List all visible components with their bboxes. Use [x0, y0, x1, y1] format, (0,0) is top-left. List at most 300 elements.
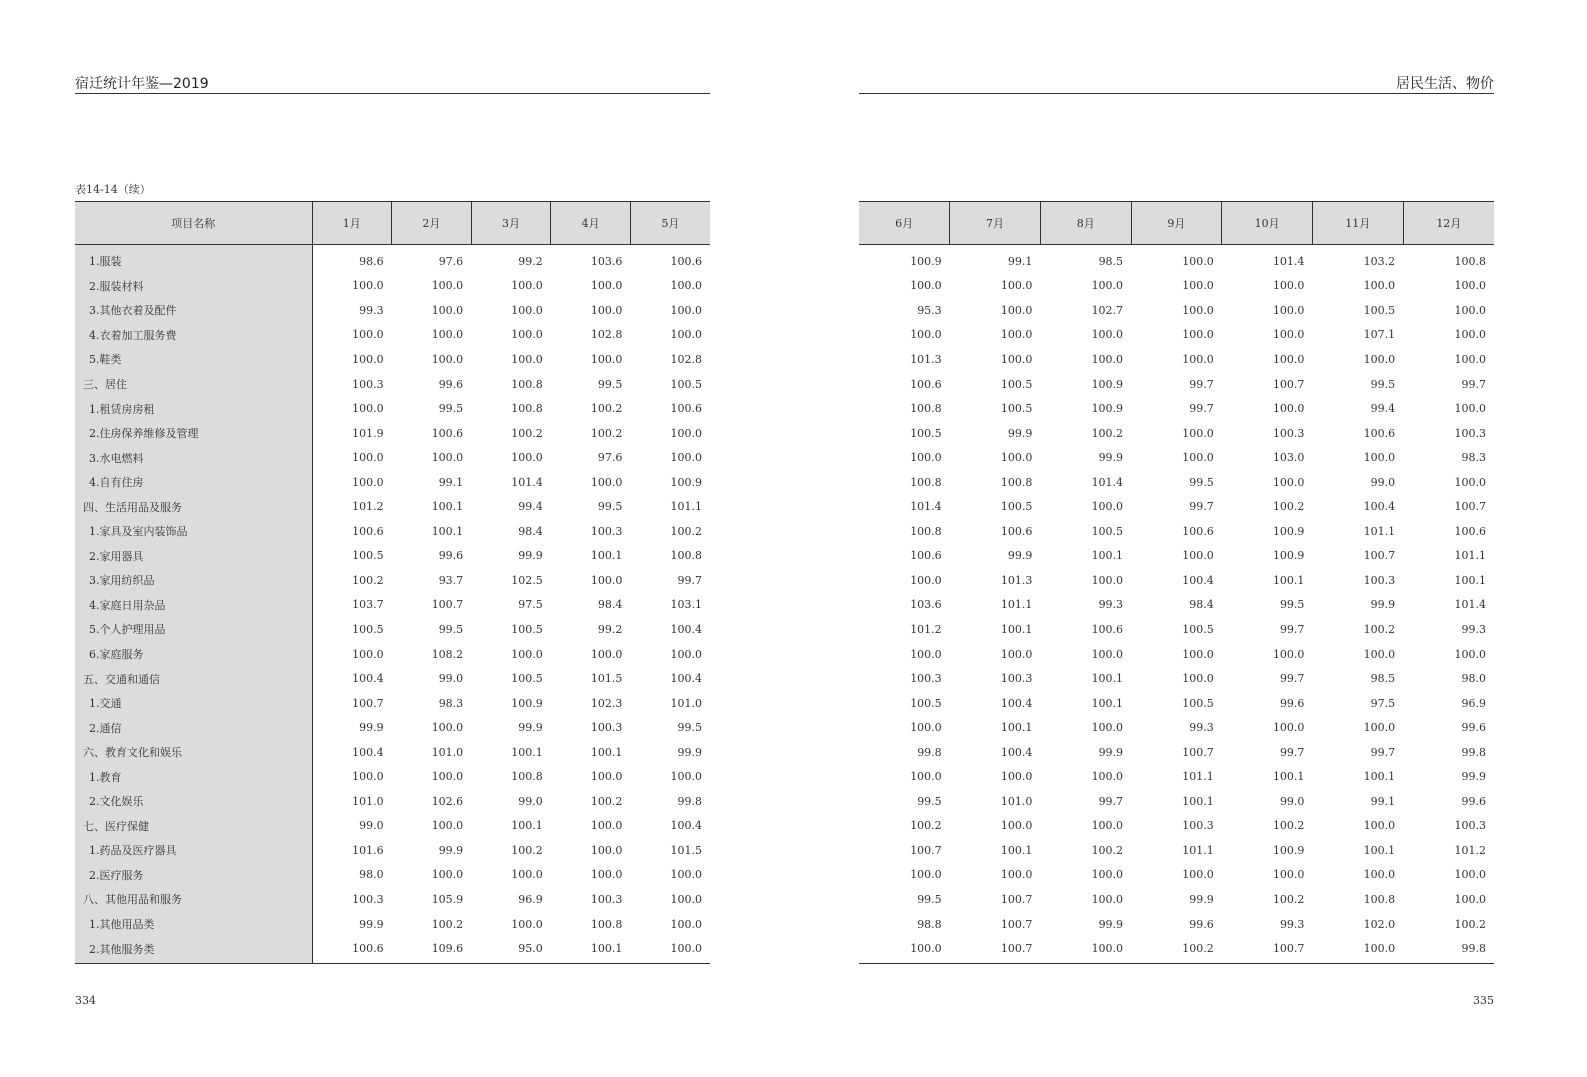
value-cell: 100.3	[1454, 819, 1486, 833]
value-cell: 98.5	[1370, 672, 1396, 686]
table-row	[859, 887, 1494, 912]
value-cell: 100.0	[1363, 819, 1396, 833]
value-cell: 100.2	[1272, 892, 1305, 906]
value-cell: 99.7	[1279, 672, 1305, 686]
value-cell: 99.7	[1098, 794, 1124, 808]
value-cell: 107.1	[1363, 328, 1396, 342]
table-row	[859, 764, 1494, 789]
value-cell: 100.1	[590, 745, 623, 759]
value-cell: 100.1	[1000, 622, 1033, 636]
value-cell: 102.3	[590, 696, 623, 710]
value-cell: 100.9	[1272, 843, 1305, 857]
value-cell: 100.0	[670, 868, 702, 882]
value-cell: 100.8	[590, 917, 623, 931]
value-cell: 100.0	[511, 647, 543, 661]
value-cell: 99.3	[1279, 917, 1305, 931]
value-cell: 100.0	[590, 475, 623, 489]
value-cell: 99.5	[438, 622, 464, 636]
table-row	[859, 715, 1494, 740]
value-cell: 99.3	[1098, 598, 1124, 612]
value-cell: 100.0	[511, 352, 543, 366]
value-cell: 98.3	[1461, 451, 1486, 465]
running-header-right: 居民生活、物价	[1396, 76, 1494, 92]
value-cell: 99.0	[518, 794, 543, 808]
value-cell: 100.0	[1182, 868, 1214, 882]
value-cell: 100.5	[511, 672, 543, 686]
value-cell: 98.0	[359, 868, 384, 882]
value-cell: 101.4	[1454, 598, 1486, 612]
value-cell: 100.0	[511, 303, 543, 317]
value-cell: 100.8	[511, 402, 543, 416]
value-cell: 99.7	[1189, 500, 1214, 514]
value-cell: 100.0	[1091, 770, 1124, 784]
value-cell: 99.5	[438, 402, 464, 416]
value-cell: 100.7	[1454, 500, 1486, 514]
value-cell: 99.6	[1279, 696, 1305, 710]
value-cell: 100.4	[352, 672, 384, 686]
value-cell: 100.0	[1182, 279, 1214, 293]
value-cell: 100.0	[670, 770, 702, 784]
value-cell: 99.9	[1189, 892, 1214, 906]
table-row	[75, 642, 710, 667]
value-cell: 99.7	[1370, 745, 1396, 759]
value-cell: 100.6	[1000, 524, 1033, 538]
header-month: 2月	[392, 202, 472, 245]
table-row	[75, 666, 710, 691]
value-cell: 100.1	[1000, 843, 1033, 857]
row-item-name: 4.衣着加工服务费	[75, 323, 312, 348]
value-cell: 102.7	[1091, 303, 1124, 317]
value-cell: 100.5	[511, 622, 543, 636]
row-item-name: 5.鞋类	[75, 347, 312, 372]
value-cell: 100.8	[910, 475, 942, 489]
value-cell: 100.4	[670, 622, 702, 636]
value-cell: 100.4	[1182, 573, 1214, 587]
value-cell: 100.0	[1454, 303, 1486, 317]
value-cell: 100.0	[1040, 936, 1131, 963]
value-cell: 100.0	[910, 647, 942, 661]
value-cell: 101.2	[910, 622, 942, 636]
table-header-row-left	[75, 202, 710, 245]
table-row	[859, 323, 1494, 348]
value-cell: 102.8	[590, 328, 623, 342]
value-cell: 100.0	[1091, 647, 1124, 661]
value-cell: 100.0	[1454, 647, 1486, 661]
value-cell: 99.5	[1279, 598, 1305, 612]
value-cell: 100.5	[1091, 524, 1124, 538]
table-row	[859, 912, 1494, 937]
table-row	[859, 936, 1494, 963]
header-month: 8月	[1040, 202, 1131, 245]
value-cell: 100.3	[590, 892, 623, 906]
value-cell: 99.5	[677, 721, 702, 735]
row-item-name: 3.水电燃料	[75, 445, 312, 470]
table-row	[75, 838, 710, 863]
table-row	[859, 666, 1494, 691]
value-cell: 100.0	[1454, 892, 1486, 906]
row-item-name: 2.医疗服务	[75, 863, 312, 888]
row-item-name: 四、生活用品及服务	[75, 494, 312, 519]
value-cell: 108.2	[431, 647, 464, 661]
row-item-name: 八、其他用品和服务	[75, 887, 312, 912]
table-row	[859, 789, 1494, 814]
value-cell: 103.2	[1363, 254, 1396, 268]
value-cell: 100.6	[431, 426, 464, 440]
value-cell: 99.4	[1370, 402, 1396, 416]
table-row	[859, 421, 1494, 446]
value-cell: 93.7	[438, 573, 464, 587]
row-item-name: 2.家用器具	[75, 544, 312, 569]
table-row	[75, 814, 710, 839]
value-cell: 100.0	[1454, 352, 1486, 366]
value-cell: 100.0	[590, 647, 623, 661]
value-cell: 100.3	[1454, 426, 1486, 440]
value-cell: 100.7	[431, 598, 464, 612]
value-cell: 100.5	[352, 549, 384, 563]
value-cell: 100.0	[352, 451, 384, 465]
table-row	[859, 494, 1494, 519]
value-cell: 100.0	[1091, 328, 1124, 342]
value-cell: 100.0	[1363, 451, 1396, 465]
value-cell: 100.0	[431, 770, 464, 784]
value-cell: 103.1	[670, 598, 702, 612]
table-row	[859, 593, 1494, 618]
table-row	[75, 544, 710, 569]
value-cell: 100.5	[1000, 402, 1033, 416]
value-cell: 99.9	[1007, 549, 1033, 563]
value-cell: 99.6	[1461, 794, 1486, 808]
value-cell: 99.1	[438, 475, 464, 489]
value-cell: 100.0	[670, 426, 702, 440]
value-cell: 100.0	[1182, 647, 1214, 661]
value-cell: 100.0	[511, 917, 543, 931]
value-cell: 100.0	[1363, 279, 1396, 293]
value-cell: 100.0	[1272, 868, 1305, 882]
row-item-name: 1.家具及室内装饰品	[75, 519, 312, 544]
value-cell: 102.8	[670, 352, 702, 366]
value-cell: 96.9	[1461, 696, 1486, 710]
value-cell: 100.0	[1272, 647, 1305, 661]
value-cell: 100.0	[352, 328, 384, 342]
value-cell: 103.6	[590, 254, 623, 268]
value-cell: 100.0	[511, 279, 543, 293]
value-cell: 100.0	[1000, 279, 1033, 293]
value-cell: 100.0	[1272, 475, 1305, 489]
header-month: 12月	[1403, 202, 1494, 245]
value-cell: 98.0	[1461, 672, 1486, 686]
value-cell: 100.4	[1000, 696, 1033, 710]
value-cell: 100.5	[1000, 377, 1033, 391]
table-row	[859, 396, 1494, 421]
row-item-name: 2.通信	[75, 715, 312, 740]
value-cell: 100.0	[1182, 352, 1214, 366]
table-row	[75, 936, 710, 963]
page-number-right: 335	[1473, 994, 1494, 1007]
table-row	[859, 298, 1494, 323]
value-cell: 100.0	[910, 721, 942, 735]
table-row	[75, 445, 710, 470]
value-cell: 100.0	[1000, 303, 1033, 317]
value-cell: 100.2	[590, 794, 623, 808]
value-cell: 100.6	[670, 254, 702, 268]
value-cell: 99.7	[1279, 622, 1305, 636]
value-cell: 100.0	[1272, 352, 1305, 366]
header-month: 11月	[1312, 202, 1403, 245]
value-cell: 99.3	[1189, 721, 1214, 735]
value-cell: 101.5	[670, 843, 702, 857]
value-cell: 100.0	[431, 819, 464, 833]
value-cell: 100.6	[1091, 622, 1124, 636]
value-cell: 99.2	[518, 254, 543, 268]
value-cell: 100.1	[1000, 721, 1033, 735]
value-cell: 101.0	[1000, 794, 1033, 808]
value-cell: 100.0	[1091, 573, 1124, 587]
value-cell: 100.0	[1091, 819, 1124, 833]
value-cell: 100.8	[1363, 892, 1396, 906]
value-cell: 100.6	[910, 377, 942, 391]
value-cell: 99.9	[1007, 426, 1033, 440]
value-cell: 99.5	[917, 892, 942, 906]
value-cell: 100.0	[910, 279, 942, 293]
value-cell: 100.0	[1272, 402, 1305, 416]
row-item-name: 1.药品及医疗器具	[75, 838, 312, 863]
value-cell: 100.0	[1272, 328, 1305, 342]
value-cell: 100.0	[1182, 303, 1214, 317]
value-cell: 99.9	[1098, 917, 1124, 931]
value-cell: 100.0	[1091, 868, 1124, 882]
value-cell: 101.5	[590, 672, 623, 686]
value-cell: 100.2	[590, 402, 623, 416]
value-cell: 100.0	[1363, 868, 1396, 882]
table-row	[75, 691, 710, 716]
value-cell: 100.6	[910, 549, 942, 563]
value-cell: 100.2	[511, 426, 543, 440]
value-cell: 100.0	[1000, 770, 1033, 784]
value-cell: 100.0	[590, 819, 623, 833]
value-cell: 100.0	[1091, 721, 1124, 735]
value-cell: 100.8	[511, 770, 543, 784]
value-cell: 100.3	[352, 892, 384, 906]
value-cell: 100.0	[511, 868, 543, 882]
value-cell: 100.5	[1182, 622, 1214, 636]
value-cell: 101.1	[1454, 549, 1486, 563]
row-item-name: 1.租赁房房租	[75, 396, 312, 421]
value-cell: 100.7	[1182, 745, 1214, 759]
value-cell: 99.5	[597, 500, 623, 514]
value-cell: 101.3	[910, 352, 942, 366]
value-cell: 103.6	[910, 598, 942, 612]
value-cell: 100.0	[1000, 647, 1033, 661]
value-cell: 102.6	[431, 794, 464, 808]
value-cell: 100.6	[312, 936, 392, 963]
value-cell: 100.0	[431, 721, 464, 735]
value-cell: 97.6	[597, 451, 623, 465]
value-cell: 100.3	[1272, 426, 1305, 440]
row-item-name: 三、居住	[75, 372, 312, 397]
value-cell: 100.4	[670, 672, 702, 686]
value-cell: 100.8	[1000, 475, 1033, 489]
table-row	[75, 245, 710, 274]
value-cell: 100.5	[1363, 303, 1396, 317]
header-rule-right	[859, 93, 1494, 94]
header-month: 9月	[1131, 202, 1222, 245]
value-cell: 99.7	[677, 573, 702, 587]
value-cell: 99.3	[1461, 622, 1486, 636]
table-row	[859, 863, 1494, 888]
table-body-right	[859, 245, 1494, 964]
value-cell: 99.0	[359, 819, 384, 833]
value-cell: 100.1	[431, 524, 464, 538]
value-cell: 100.0	[1182, 549, 1214, 563]
value-cell: 99.9	[677, 745, 702, 759]
value-cell: 100.8	[1454, 254, 1486, 268]
value-cell: 98.5	[1098, 254, 1124, 268]
value-cell: 100.0	[670, 892, 702, 906]
value-cell: 100.0	[431, 451, 464, 465]
table-row	[75, 323, 710, 348]
value-cell: 99.7	[1461, 377, 1486, 391]
value-cell: 98.4	[597, 598, 623, 612]
value-cell: 98.4	[518, 524, 543, 538]
value-cell: 100.4	[1363, 500, 1396, 514]
value-cell: 100.2	[1272, 500, 1305, 514]
value-cell: 100.0	[1091, 352, 1124, 366]
row-item-name: 1.服装	[75, 245, 312, 274]
header-month: 4月	[551, 202, 631, 245]
value-cell: 101.6	[352, 843, 384, 857]
value-cell: 99.8	[1461, 745, 1486, 759]
value-cell: 100.6	[1182, 524, 1214, 538]
value-cell: 100.0	[1182, 672, 1214, 686]
value-cell: 100.2	[910, 819, 942, 833]
value-cell: 101.9	[352, 426, 384, 440]
value-cell: 99.8	[1403, 936, 1494, 963]
value-cell: 100.9	[670, 475, 702, 489]
table-row	[75, 568, 710, 593]
value-cell: 100.8	[670, 549, 702, 563]
value-cell: 100.5	[1000, 500, 1033, 514]
table-row	[75, 519, 710, 544]
value-cell: 99.5	[917, 794, 942, 808]
value-cell: 100.3	[352, 377, 384, 391]
value-cell: 100.0	[910, 328, 942, 342]
value-cell: 100.0	[670, 303, 702, 317]
value-cell: 100.0	[910, 573, 942, 587]
value-cell: 99.5	[1189, 475, 1214, 489]
header-month: 1月	[312, 202, 392, 245]
value-cell: 100.6	[1454, 524, 1486, 538]
value-cell: 100.9	[1091, 377, 1124, 391]
value-cell: 100.1	[590, 549, 623, 563]
value-cell: 100.1	[1272, 770, 1305, 784]
value-cell: 100.0	[352, 770, 384, 784]
value-cell: 95.3	[917, 303, 942, 317]
table-row	[859, 245, 1494, 274]
value-cell: 100.0	[670, 279, 702, 293]
value-cell: 100.5	[352, 622, 384, 636]
value-cell: 99.1	[1007, 254, 1033, 268]
value-cell: 100.0	[511, 328, 543, 342]
value-cell: 101.2	[352, 500, 384, 514]
value-cell: 100.0	[590, 868, 623, 882]
value-cell: 99.6	[1461, 721, 1486, 735]
value-cell: 100.0	[511, 451, 543, 465]
value-cell: 101.4	[1091, 475, 1124, 489]
value-cell: 100.0	[590, 279, 623, 293]
value-cell: 100.6	[1363, 426, 1396, 440]
table-row	[859, 617, 1494, 642]
row-item-name: 七、医疗保健	[75, 814, 312, 839]
header-rule-left	[75, 93, 710, 94]
value-cell: 99.5	[1370, 377, 1396, 391]
value-cell: 100.2	[352, 573, 384, 587]
value-cell: 101.4	[511, 475, 543, 489]
table-row	[75, 863, 710, 888]
value-cell: 100.0	[431, 352, 464, 366]
value-cell: 100.4	[670, 819, 702, 833]
value-cell: 100.2	[1272, 819, 1305, 833]
value-cell: 100.0	[590, 770, 623, 784]
value-cell: 99.6	[438, 549, 464, 563]
value-cell: 99.3	[359, 303, 384, 317]
row-item-name: 6.家庭服务	[75, 642, 312, 667]
value-cell: 100.0	[670, 451, 702, 465]
value-cell: 100.0	[1312, 936, 1403, 963]
value-cell: 100.0	[1363, 352, 1396, 366]
value-cell: 100.5	[670, 377, 702, 391]
data-table-right	[859, 201, 1494, 964]
value-cell: 100.2	[431, 917, 464, 931]
value-cell: 99.7	[1279, 745, 1305, 759]
value-cell: 100.6	[670, 402, 702, 416]
header-item-name: 项目名称	[75, 202, 312, 245]
value-cell: 100.0	[1000, 352, 1033, 366]
value-cell: 100.0	[1091, 500, 1124, 514]
value-cell: 100.0	[1182, 328, 1214, 342]
value-cell: 100.0	[352, 352, 384, 366]
table-header-row-right	[859, 202, 1494, 245]
value-cell: 100.0	[590, 303, 623, 317]
value-cell: 100.1	[1454, 573, 1486, 587]
value-cell: 100.7	[352, 696, 384, 710]
value-cell: 100.0	[431, 328, 464, 342]
row-item-name: 4.自有住房	[75, 470, 312, 495]
table-row	[859, 519, 1494, 544]
value-cell: 100.5	[910, 696, 942, 710]
value-cell: 99.0	[1370, 475, 1396, 489]
value-cell: 100.9	[1091, 402, 1124, 416]
value-cell: 100.0	[859, 936, 950, 963]
table-body-left	[75, 245, 710, 964]
value-cell: 100.0	[1182, 426, 1214, 440]
value-cell: 100.0	[670, 328, 702, 342]
value-cell: 100.0	[1454, 868, 1486, 882]
value-cell: 99.1	[1370, 794, 1396, 808]
value-cell: 99.5	[597, 377, 623, 391]
value-cell: 100.0	[1091, 892, 1124, 906]
value-cell: 101.4	[910, 500, 942, 514]
value-cell: 99.9	[518, 549, 543, 563]
value-cell: 97.5	[1370, 696, 1396, 710]
value-cell: 100.0	[431, 303, 464, 317]
value-cell: 100.9	[1272, 524, 1305, 538]
value-cell: 100.0	[590, 573, 623, 587]
value-cell: 100.3	[910, 672, 942, 686]
table-row	[859, 814, 1494, 839]
table-row	[75, 298, 710, 323]
value-cell: 101.1	[1182, 770, 1214, 784]
value-cell: 100.3	[590, 524, 623, 538]
